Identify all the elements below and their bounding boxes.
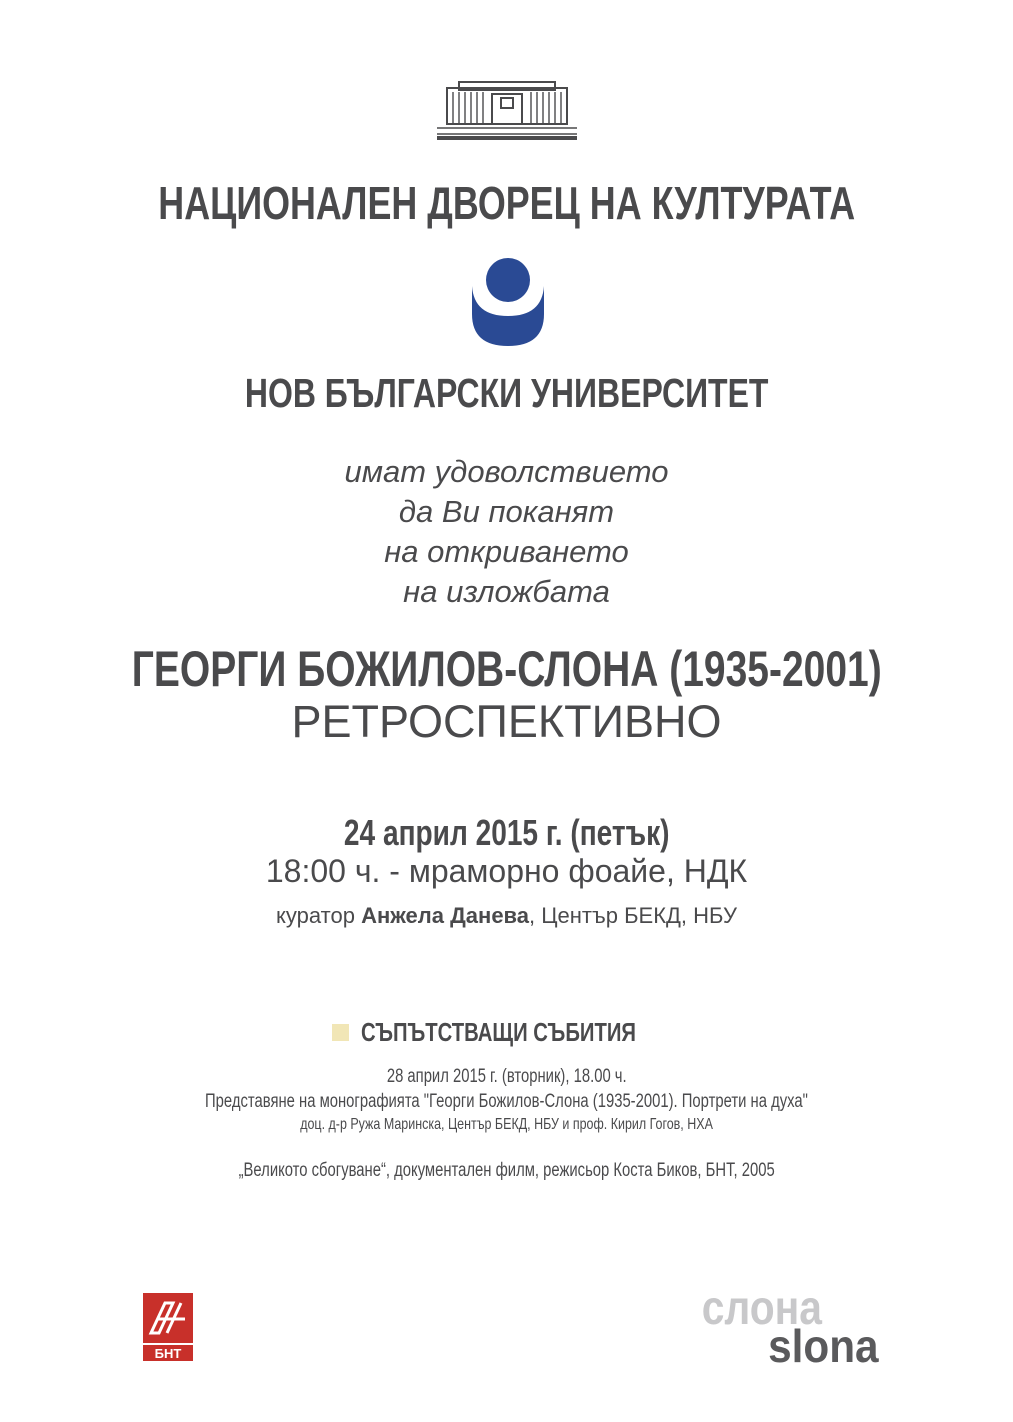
nbu-logo-icon: [470, 256, 546, 348]
exhibition-curator: [0, 903, 1013, 929]
exhibition-time-place: 18:00 ч. - мраморно фоайе, НДК: [265, 853, 748, 889]
invitation-text: [0, 452, 1013, 612]
exhibition-date: 24 април 2015 г. (петък): [343, 812, 670, 853]
exhibition-title: ГЕОРГИ БОЖИЛОВ-СЛОНА (1935-2001): [131, 641, 882, 697]
svg-text:slona: slona: [768, 1321, 879, 1368]
curator-name: Анжела Данева: [361, 903, 530, 928]
event-line-film: „Великото сбогуване“, документален филм, режисьор Коста Биков, БНТ, 2005: [238, 1160, 775, 1181]
org-nbu-name: НОВ БЪЛГАРСКИ УНИВЕРСИТЕТ: [244, 370, 769, 416]
events-heading-square-icon: [332, 1024, 349, 1041]
invitation-line: да Ви поканят: [398, 494, 615, 529]
event-line-presentation: Представяне на монографията "Георги Божилов-Слона (1935-2001). Портрети на духа": [205, 1091, 808, 1112]
event-line-date: 28 април 2015 г. (вторник), 18.00 ч.: [386, 1066, 627, 1087]
events-heading: СЪПЪТСТВАЩИ СЪБИТИЯ: [332, 1017, 714, 1048]
bnt-logo-icon: [143, 1293, 193, 1361]
invitation-line: на изложбата: [403, 574, 610, 609]
invitation-line: на откриването: [384, 534, 629, 569]
svg-text:БНТ: БНТ: [154, 1346, 182, 1361]
curator-suffix: , Център БЕКД, НБУ: [529, 903, 737, 928]
curator-prefix: куратор: [276, 903, 362, 928]
ndk-building-icon: [437, 78, 577, 142]
invitation-line: имат удоволствието: [344, 454, 669, 489]
org-ndk-name: НАЦИОНАЛЕН ДВОРЕЦ НА КУЛТУРАТА: [158, 177, 855, 229]
slona-logo-icon: [700, 1284, 880, 1368]
exhibition-subtitle: РЕТРОСПЕКТИВНО: [291, 696, 722, 747]
event-line-speakers: доц. д-р Ружа Маринска, Център БЕКД, НБУ и проф. Кирил Гогов, НХА: [300, 1116, 713, 1133]
svg-text:слона: слона: [701, 1284, 822, 1335]
